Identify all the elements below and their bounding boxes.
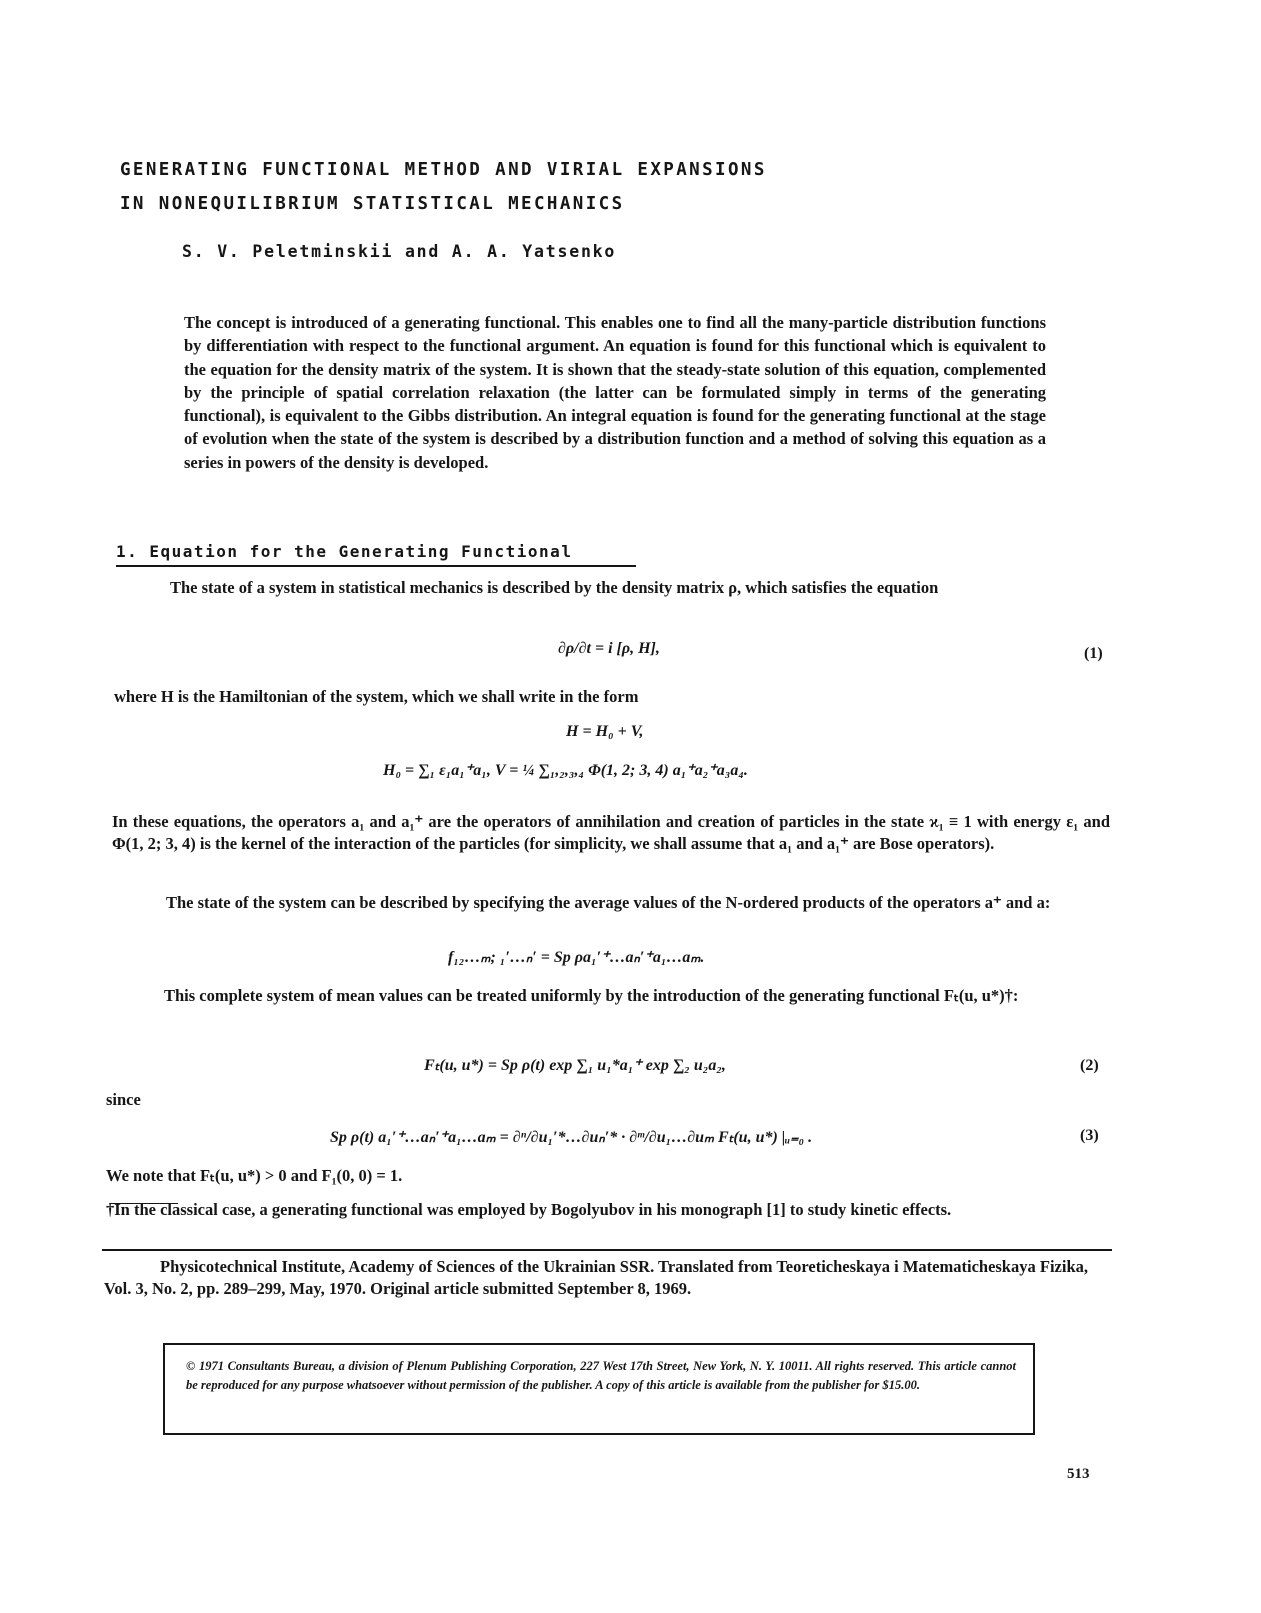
equation-1-number: (1) bbox=[1084, 645, 1103, 662]
paragraph-5: This complete system of mean values can be treated uniformly by the introduction of the generating functional Fₜ(u, u*)†: bbox=[164, 986, 1019, 1005]
equation-1: ∂ρ/∂t = i [ρ, H], bbox=[558, 640, 660, 657]
title-line-1: GENERATING FUNCTIONAL METHOD AND VIRIAL EXPANSIONS bbox=[120, 160, 767, 180]
equation-3-number: (3) bbox=[1080, 1127, 1099, 1144]
equation-3: Sp ρ(t) a₁′⁺…aₙ′⁺a₁…aₘ = ∂ⁿ/∂u₁′*…∂uₙ′* · ∂ᵐ/∂u₁…∂uₘ Fₜ(u, u*) |ᵤ₌₀ . bbox=[330, 1129, 813, 1146]
abstract: The concept is introduced of a generating functional. This enables one to find all the many-particle distribution functions by differentiation with respect to the functional argument. An equation is found for this functional which is equivalent to the equation for the density matrix of the system. It is shown that the steady-state solution of this equation, complemented by the principle of spatial correlation relaxation (the latter can be formulated simply in terms of the generating functional), is equivalent to the Gibbs distribution. An integral equation is found for the generating functional at the stage of evolution when the state of the system is described by a distribution function and a method of solving this equation as a series in powers of the density is developed. bbox=[184, 313, 1046, 472]
equation-distribution-function: f₁₂…ₘ; ₁′…ₙ′ = Sp ρa₁′⁺…aₙ′⁺a₁…aₘ. bbox=[448, 949, 705, 966]
equation-2: Fₜ(u, u*) = Sp ρ(t) exp ∑₁ u₁*a₁⁺ exp ∑₂ u₂a₂, bbox=[424, 1057, 726, 1074]
equation-hamiltonian: H = H₀ + V, bbox=[566, 723, 644, 740]
title-line-2: IN NONEQUILIBRIUM STATISTICAL MECHANICS bbox=[120, 194, 625, 214]
paragraph-4: The state of the system can be described by specifying the average values of the N-ordered products of the operators a⁺ and a: bbox=[166, 893, 1051, 912]
paragraph-6: since bbox=[106, 1090, 141, 1109]
section-heading: 1. Equation for the Generating Functional bbox=[116, 542, 573, 561]
equation-2-number: (2) bbox=[1080, 1057, 1099, 1074]
equation-h0-v: H₀ = ∑₁ ε₁a₁⁺a₁, V = ¼ ∑₁,₂,₃,₄ Φ(1, 2; 3, 4) a₁⁺a₂⁺a₃a₄. bbox=[383, 762, 748, 779]
authors: S. V. Peletminskii and A. A. Yatsenko bbox=[182, 242, 617, 261]
copyright-text: © 1971 Consultants Bureau, a division of Plenum Publishing Corporation, 227 West 17th Street, New York, N. Y. 10011. All rights reserved. This article cannot be reproduced for any purpose whatsoever without permission of the publisher. A copy of this article is available from the publisher for $15.00. bbox=[186, 1359, 1016, 1392]
paragraph-3: In these equations, the operators a₁ and a₁⁺ are the operators of annihilation and creation of particles in the state ϰ₁ ≡ 1 with energy ε₁ and Φ(1, 2; 3, 4) is the kernel of the interaction of the particles (for simplicity, we shall assume that a₁ and a₁⁺ are Bose operators). bbox=[112, 812, 1110, 853]
affiliation: Physicotechnical Institute, Academy of Sciences of the Ukrainian SSR. Translated from Teoreticheskaya i Matematicheskaya Fizika, Vol. 3, No. 2, pp. 289–299, May, 1970. Original article submitted September 8, 1969. bbox=[104, 1257, 1088, 1298]
section-underline bbox=[116, 565, 636, 567]
footer-rule bbox=[102, 1249, 1112, 1251]
footnote: †In the classical case, a generating functional was employed by Bogolyubov in his monograph [1] to study kinetic effects. bbox=[106, 1200, 952, 1219]
paragraph-7: We note that Fₜ(u, u*) > 0 and F₁(0, 0) = 1. bbox=[106, 1166, 403, 1185]
paragraph-2: where H is the Hamiltonian of the system, which we shall write in the form bbox=[114, 687, 639, 706]
page-number: 513 bbox=[1067, 1466, 1090, 1482]
paragraph-1: The state of a system in statistical mechanics is described by the density matrix ρ, which satisfies the equation bbox=[170, 578, 939, 597]
